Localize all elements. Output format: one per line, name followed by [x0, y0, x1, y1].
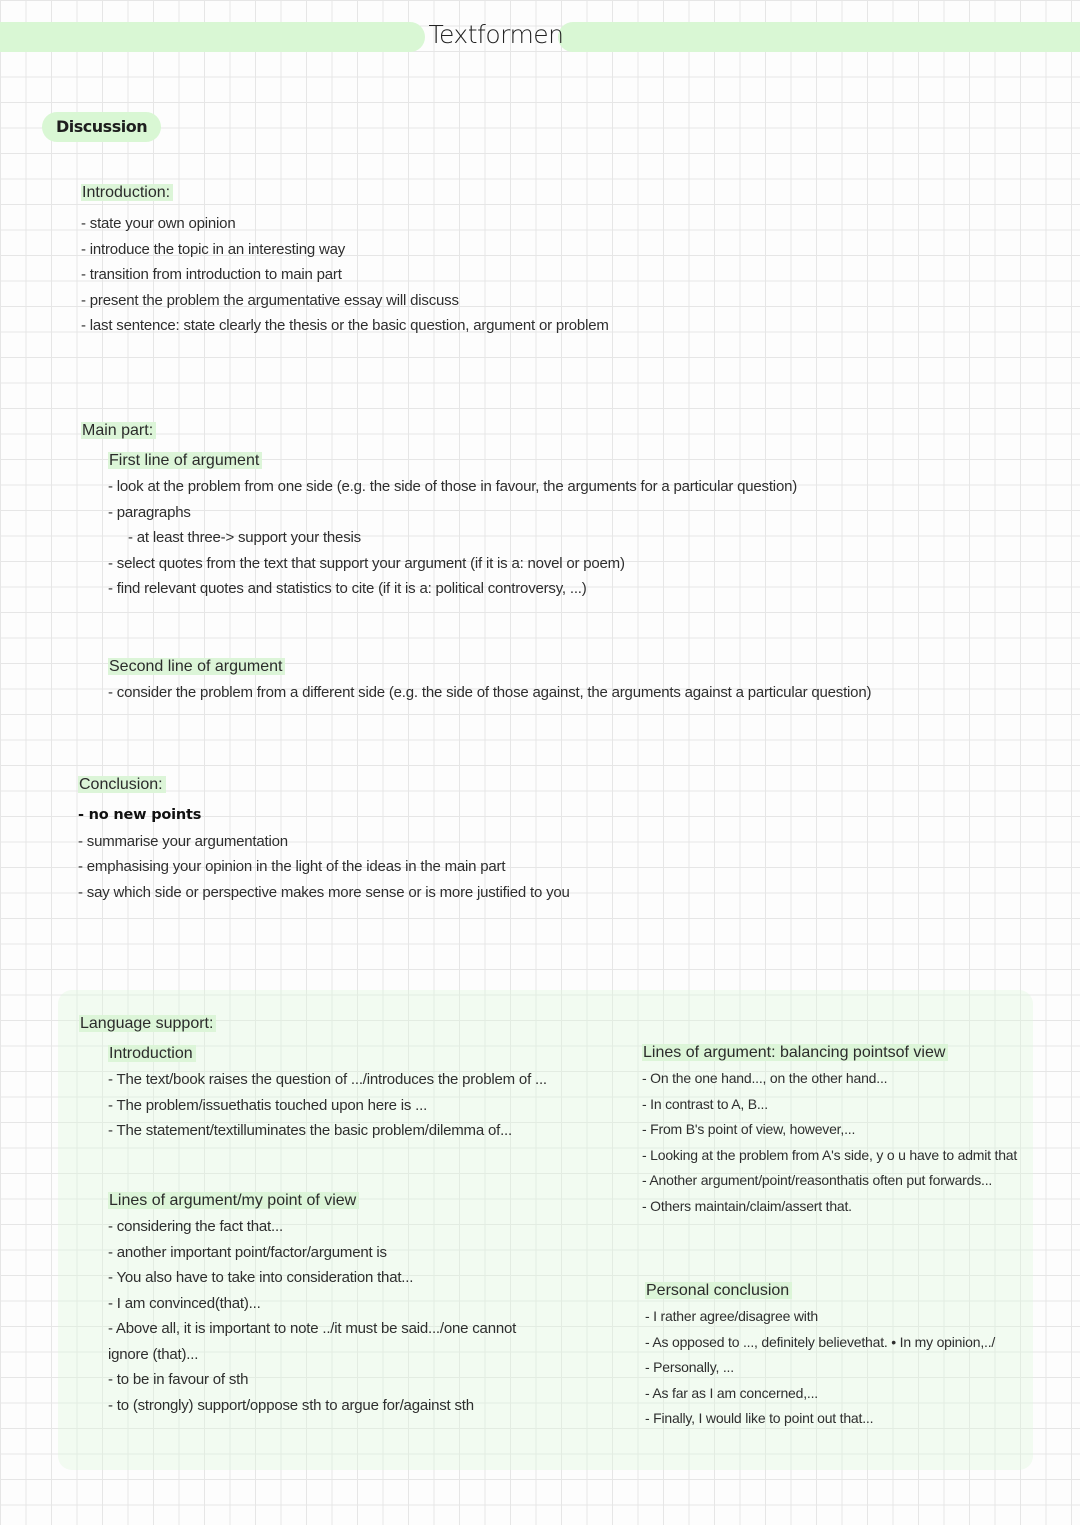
list-item: - paragraphs — [108, 503, 191, 521]
ls-my-view-heading: Lines of argument/my point of view — [108, 1191, 359, 1211]
list-item: - The text/book raises the question of .../introduces the problem of ... — [108, 1071, 547, 1088]
second-line-list — [108, 680, 871, 706]
page-title: Textformen — [428, 20, 564, 49]
language-support-heading: Language support: — [79, 1014, 216, 1034]
list-item: - Above all, it is important to note ../it must be said.../one cannot — [108, 1320, 517, 1337]
list-item: - present the problem the argumentative essay will discuss — [81, 291, 459, 309]
list-item: - Finally, I would like to point out that... — [645, 1410, 874, 1426]
list-item: - last sentence: state clearly the thesis or the basic question, argument or problem — [81, 317, 609, 334]
list-item: - another important point/factor/argument is — [108, 1243, 387, 1261]
list-item: - select quotes from the text that support your argument (if it is a: novel or poem) — [108, 554, 625, 572]
ls-balancing-heading: Lines of argument: balancing pointsof view — [642, 1043, 948, 1063]
list-item: - emphasising your opinion in the light of the ideas in the main part — [78, 858, 506, 875]
list-item: ignore (that)... — [108, 1345, 199, 1363]
list-item: - introduce the topic in an interesting way — [81, 240, 346, 258]
list-item: - The problem/issuethatis touched upon here is ... — [108, 1096, 428, 1114]
list-item: - I rather agree/disagree with — [645, 1308, 818, 1324]
list-item: - state your own opinion — [81, 215, 236, 232]
list-item: - considering the fact that... — [108, 1218, 283, 1235]
introduction-list — [81, 211, 609, 339]
list-item: - You also have to take into consideration that... — [108, 1269, 414, 1286]
list-item: - find relevant quotes and statistics to cite (if it is a: political controversy, ...) — [108, 580, 587, 597]
first-line-list — [108, 474, 797, 602]
list-item: - Looking at the problem from A's side, y o u have to admit that — [642, 1146, 1018, 1163]
main-part-heading: Main part: — [81, 421, 156, 441]
list-item: - say which side or perspective makes more sense or is more justified to you — [78, 883, 570, 901]
list-item: - From B's point of view, however,... — [642, 1121, 856, 1137]
conclusion-heading: Conclusion: — [78, 775, 166, 795]
list-item: - transition from introduction to main part — [81, 266, 342, 283]
second-line-heading: Second line of argument — [108, 657, 285, 677]
list-item: - at least three-> support your thesis — [128, 529, 361, 546]
list-item: - no new points — [78, 807, 202, 823]
ls-balancing-list — [642, 1066, 1017, 1219]
list-item: - As opposed to ..., definitely believethat. • In my opinion,../ — [645, 1333, 996, 1350]
list-item: - I am convinced(that)... — [108, 1294, 261, 1312]
ls-personal-heading: Personal conclusion — [645, 1281, 792, 1301]
list-item: - summarise your argumentation — [78, 832, 288, 850]
list-item: - to (strongly) support/oppose sth to argue for/against sth — [108, 1396, 474, 1414]
first-line-heading: First line of argument — [108, 451, 262, 471]
list-item: - The statement/textilluminates the basic problem/dilemma of... — [108, 1122, 512, 1139]
ls-personal-list — [645, 1304, 995, 1432]
list-item: - Others maintain/claim/assert that. — [642, 1197, 852, 1214]
discussion-badge: Discussion — [42, 112, 161, 142]
list-item: - look at the problem from one side (e.g. the side of those in favour, the arguments for a particular question) — [108, 478, 798, 495]
ls-introduction-heading: Introduction — [108, 1044, 196, 1064]
list-item: - to be in favour of sth — [108, 1371, 249, 1388]
conclusion-list — [78, 803, 570, 905]
list-item: - consider the problem from a different side (e.g. the side of those against, the arguments against a particular question) — [108, 684, 872, 701]
list-item: - Another argument/point/reasonthatis often put forwards... — [642, 1172, 993, 1188]
list-item: - Personally, ... — [645, 1359, 734, 1375]
ls-introduction-list — [108, 1067, 547, 1144]
introduction-heading: Introduction: — [81, 183, 173, 203]
list-item: - As far as I am concerned,... — [645, 1384, 818, 1401]
list-item: - On the one hand..., on the other hand... — [642, 1070, 888, 1086]
ls-my-view-list — [108, 1214, 516, 1418]
list-item: - In contrast to A, B... — [642, 1095, 768, 1112]
